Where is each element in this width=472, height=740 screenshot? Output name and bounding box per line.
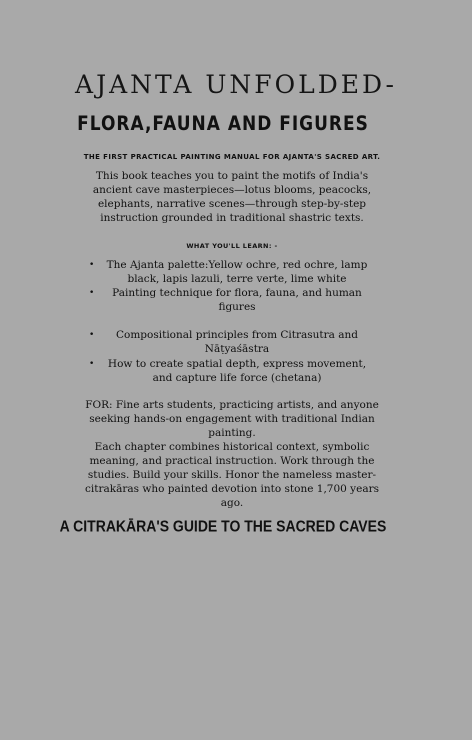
tagline: THE FIRST PRACTICAL PAINTING MANUAL FOR AJANTA'S SACRED ART. (83, 153, 381, 161)
closing-line: A CITRAKĀRA'S GUIDE TO THE SACRED CAVES (59, 517, 387, 535)
bullet-dot: • (89, 288, 95, 298)
audience-paragraph (80, 398, 384, 510)
intro-paragraph: This book teaches you to paint the motifs of India's ancient cave masterpieces—lotus blooms, peacocks, elephants, narrative scenes—through step-by-step instruction grounded in traditional shastric texts. (92, 170, 372, 224)
list-item-text: Compositional principles from Citrasutra and Nāṭyaśāstra (116, 329, 358, 355)
list-item-text: How to create spatial depth, express movement, and capture life force (chetana) (107, 358, 367, 384)
book-subtitle: FLORA,FAUNA AND FIGURES (77, 112, 369, 136)
bullet-dot: • (89, 260, 95, 270)
chapter-text: Each chapter combines historical context, symbolic meaning, and practical instruction. Work through the studies. Build your skills. Honor the nameless master-citrakāras who painted devotion into stone 1,700 years ago. (84, 441, 379, 509)
book-title: AJANTA UNFOLDED- (75, 70, 397, 99)
list-item-text: The Ajanta palette:Yellow ochre, red ochre, lamp black, lapis lazuli, terre verte, lime white (106, 259, 368, 285)
for-text: FOR: Fine arts students, practicing artists, and anyone seeking hands-on engagement with traditional Indian painting. (85, 399, 379, 439)
bullet-dot: • (89, 359, 95, 369)
bullet-dot: • (89, 330, 95, 340)
list-item-text: Painting technique for flora, fauna, and human figures (112, 287, 362, 313)
learn-heading: WHAT YOU'LL LEARN: - (186, 242, 278, 250)
